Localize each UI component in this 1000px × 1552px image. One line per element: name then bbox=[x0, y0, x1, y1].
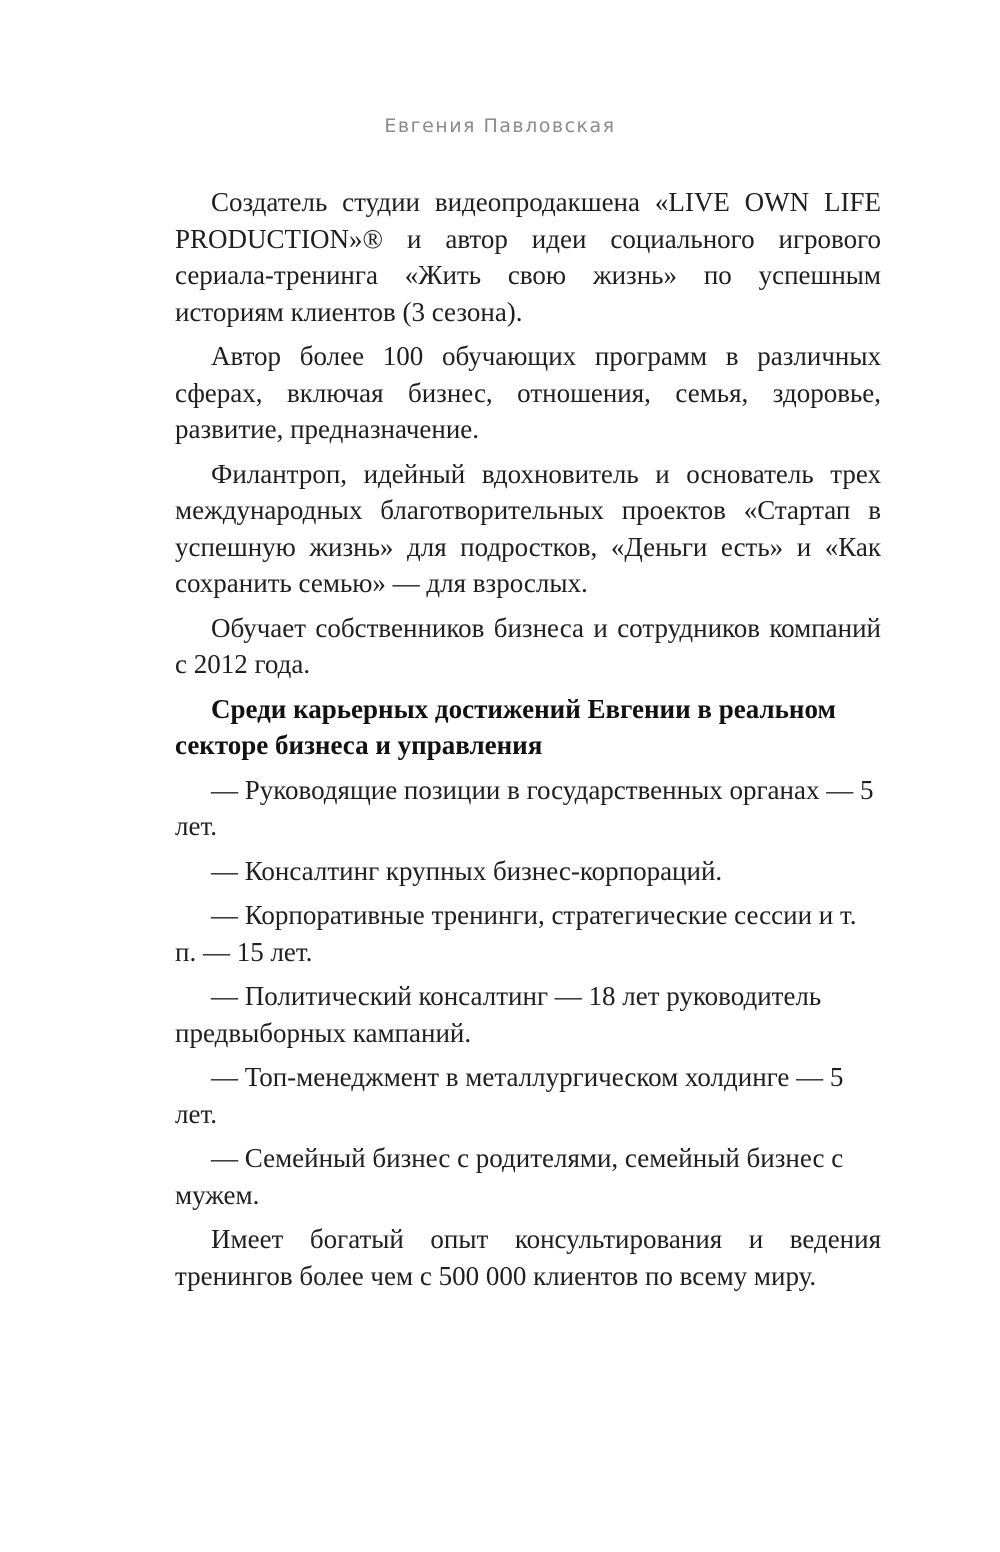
achievement-item: — Руководящие позиции в государственных органах — 5 лет. bbox=[175, 774, 874, 841]
paragraph-training-programs: Автор более 100 обучающих программ в различных сферах, включая бизнес, отношения, семья, здоровье, развитие, предназначение. bbox=[175, 341, 881, 444]
body-text bbox=[175, 184, 881, 1302]
paragraph-philanthropy: Филантроп, идейный вдохновитель и основатель трех международных благотворительных проектов «Стартап в успешную жизнь» для подростков, «Деньги есть» и «Как сохранить семью» — для взрослых. bbox=[175, 458, 881, 598]
section-heading-achievements: Среди карьерных достижений Евгении в реальном секторе бизнеса и управления bbox=[175, 693, 836, 760]
achievement-item: — Консалтинг крупных бизнес-корпораций. bbox=[211, 855, 723, 886]
paragraph-closing: Имеет богатый опыт консультирования и ведения тренингов более чем с 500 000 клиентов по всему миру. bbox=[175, 1224, 881, 1291]
paragraph-teaching-since: Обучает собственников бизнеса и сотрудников компаний с 2012 года. bbox=[175, 612, 881, 679]
achievement-item: — Корпоративные тренинги, стратегические сессии и т. п. — 15 лет. bbox=[175, 900, 857, 967]
achievement-item: — Семейный бизнес с родителями, семейный бизнес с мужем. bbox=[175, 1143, 844, 1210]
paragraph-production-studio: Создатель студии видеопродакшена «LIVE OWN LIFE PRODUCTION»® и автор идеи социального игрового сериала-тренинга «Жить свою жизнь» по успешным историям клиентов (3 сезона). bbox=[175, 187, 881, 327]
achievement-item: — Политический консалтинг — 18 лет руководитель предвыборных кампаний. bbox=[175, 981, 822, 1048]
achievement-item: — Топ-менеджмент в металлургическом холдинге — 5 лет. bbox=[175, 1062, 844, 1129]
running-head: Евгения Павловская bbox=[384, 115, 616, 137]
